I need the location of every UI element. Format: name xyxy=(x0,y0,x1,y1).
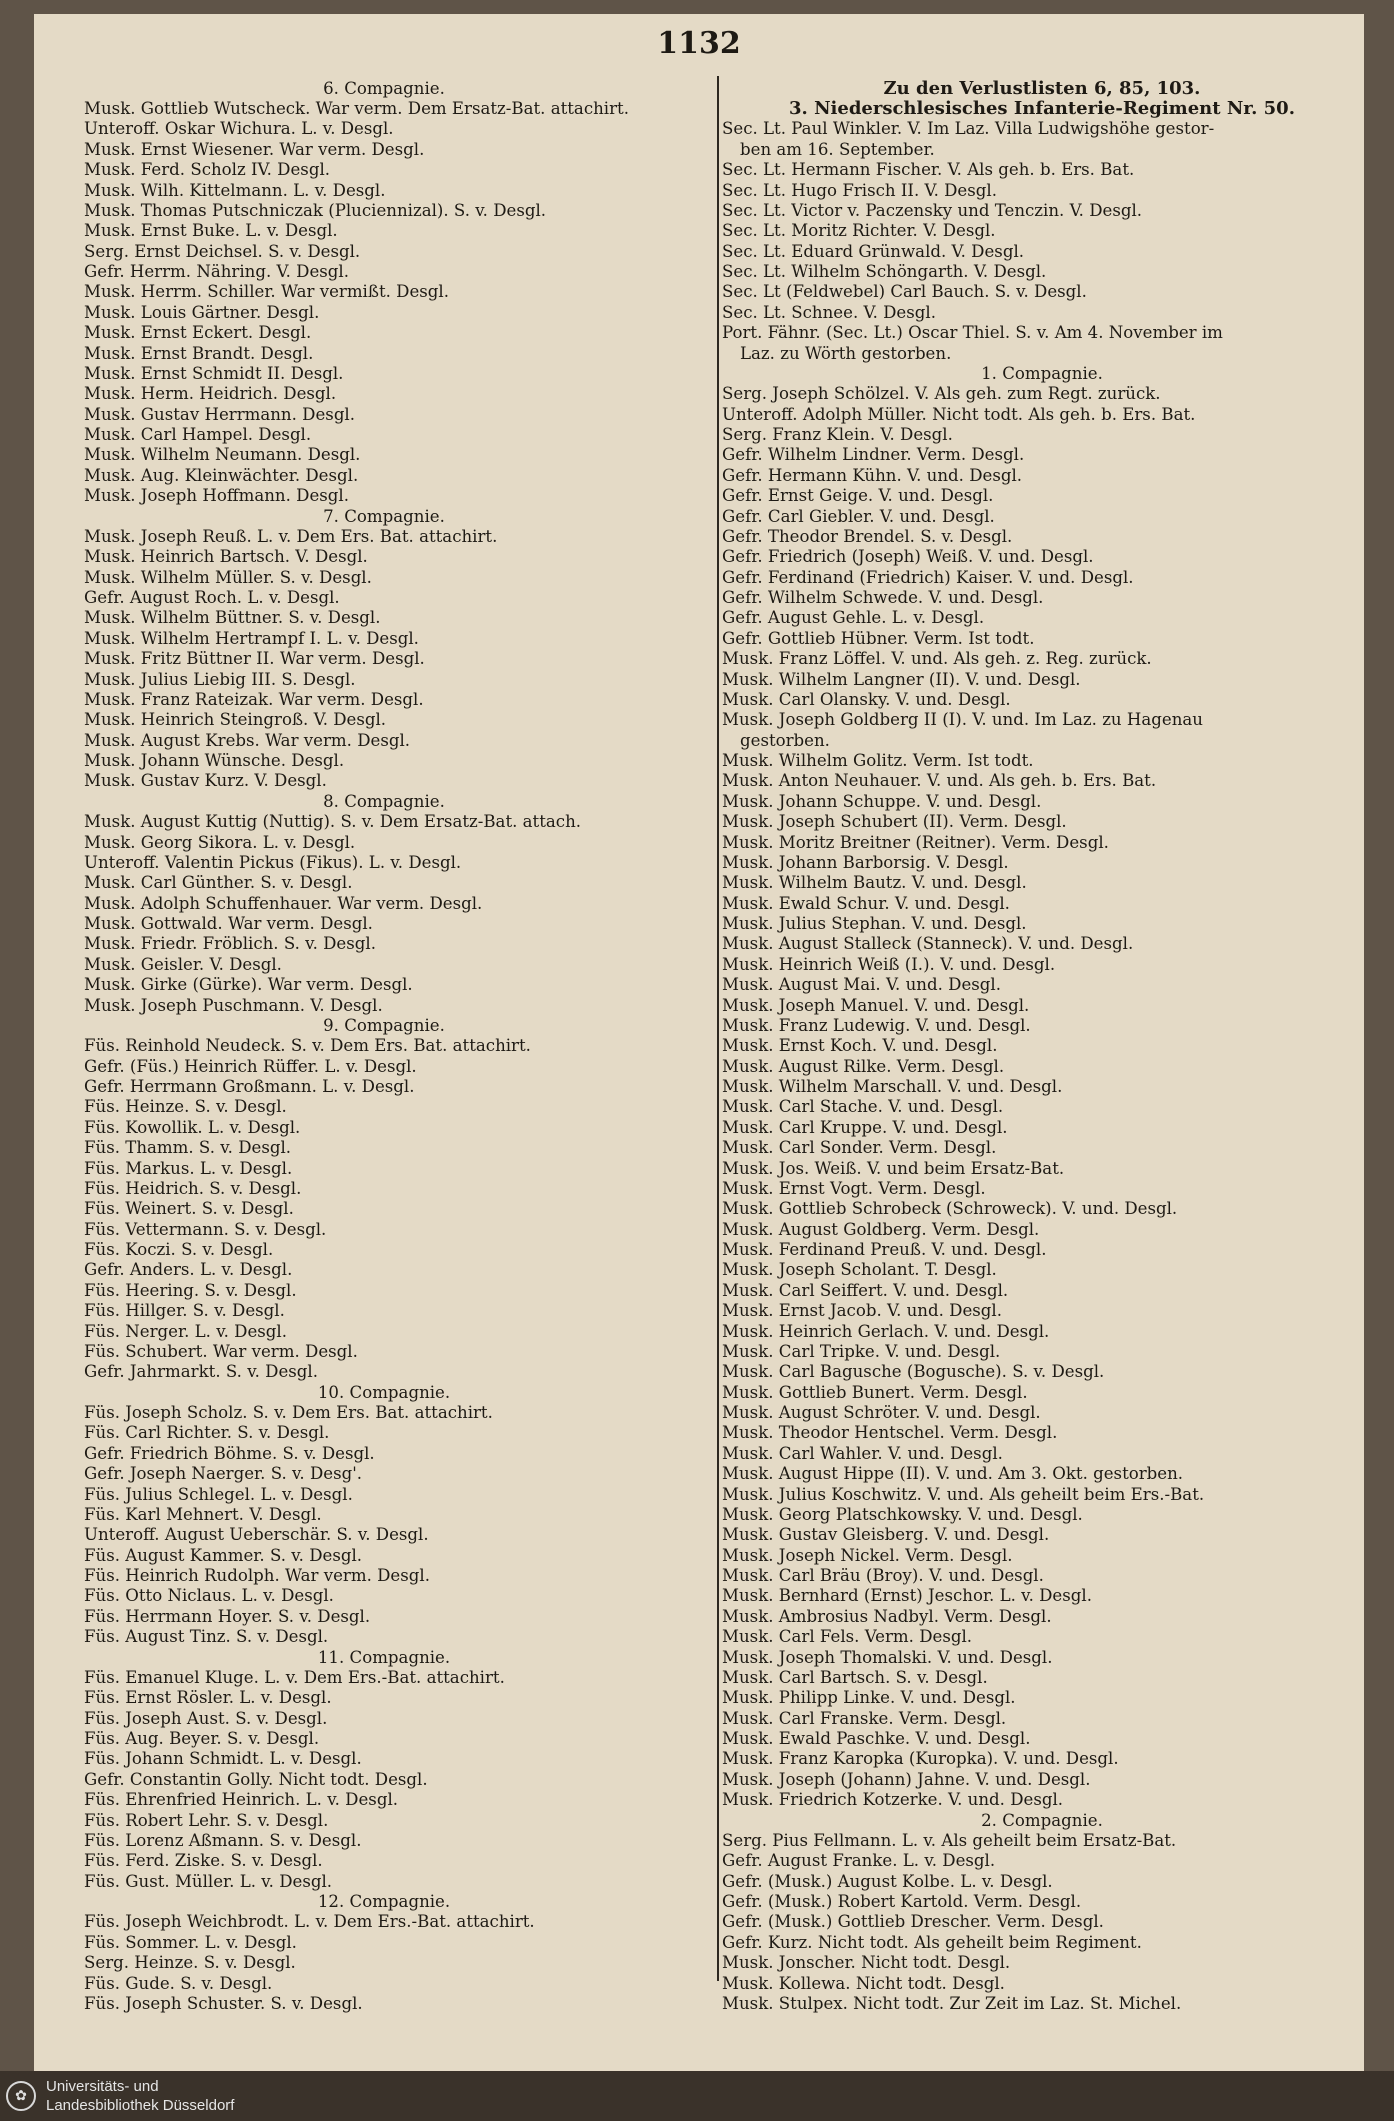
list-entry: Füs. Gust. Müller. L. v. Desgl. xyxy=(84,1871,333,1891)
list-entry: Musk. Ernst Jacob. V. und. Desgl. xyxy=(722,1301,1003,1321)
list-entry: Serg. Ernst Deichsel. S. v. Desgl. xyxy=(84,241,361,261)
list-entry: Musk. Johann Wünsche. Desgl. xyxy=(84,751,345,771)
list-entry: Musk. Herrm. Schiller. War vermißt. Desgl. xyxy=(84,282,450,302)
list-entry: Füs. Kowollik. L. v. Desgl. xyxy=(84,1117,301,1137)
entry-continuation: ben am 16. September. xyxy=(740,139,935,159)
list-entry: Musk. August Schröter. V. und. Desgl. xyxy=(722,1403,1041,1423)
list-entry: Musk. Carl Bagusche (Bogusche). S. v. Desgl. xyxy=(722,1362,1105,1382)
list-entry: Musk. August Kuttig (Nuttig). S. v. Dem Ersatz-Bat. attach. xyxy=(84,812,582,832)
list-entry: Musk. Jonscher. Nicht todt. Desgl. xyxy=(722,1953,1011,1973)
list-entry: Unteroff. Oskar Wichura. L. v. Desgl. xyxy=(84,119,394,139)
list-entry: Musk. August Hippe (II). V. und. Am 3. Okt. gestorben. xyxy=(722,1464,1184,1484)
list-entry: Füs. August Tinz. S. v. Desgl. xyxy=(84,1627,329,1647)
list-entry: Musk. Carl Tripke. V. und. Desgl. xyxy=(722,1341,1001,1361)
list-entry: Gefr. Gottlieb Hübner. Verm. Ist todt. xyxy=(722,628,1035,648)
list-entry: Musk. Wilhelm Büttner. S. v. Desgl. xyxy=(84,608,381,628)
list-entry: Gefr. Friedrich Böhme. S. v. Desgl. xyxy=(84,1443,375,1463)
list-entry: Musk. Carl Franske. Verm. Desgl. xyxy=(722,1708,1007,1728)
list-entry: Musk. Louis Gärtner. Desgl. xyxy=(84,302,320,322)
list-entry: Musk. Ernst Brandt. Desgl. xyxy=(84,343,314,363)
list-entry: Musk. Kollewa. Nicht todt. Desgl. xyxy=(722,1973,1005,1993)
list-entry: Musk. Theodor Hentschel. Verm. Desgl. xyxy=(722,1423,1058,1443)
list-entry: Musk. Carl Bräu (Broy). V. und. Desgl. xyxy=(722,1566,1044,1586)
section-heading: 1. Compagnie. xyxy=(981,363,1103,383)
list-entry: Musk. Ferd. Scholz IV. Desgl. xyxy=(84,160,331,180)
list-entry: Musk. Herm. Heidrich. Desgl. xyxy=(84,384,337,404)
list-entry: Musk. Wilhelm Müller. S. v. Desgl. xyxy=(84,567,372,587)
list-entry: Serg. Pius Fellmann. L. v. Als geheilt beim Ersatz-Bat. xyxy=(722,1830,1177,1850)
list-entry: Musk. Ernst Wiesener. War verm. Desgl. xyxy=(84,139,425,159)
list-entry: Musk. Ernst Buke. L. v. Desgl. xyxy=(84,221,338,241)
list-entry: Musk. Franz Löffel. V. und. Als geh. z. Reg. zurück. xyxy=(722,649,1152,669)
list-entry: Füs. Carl Richter. S. v. Desgl. xyxy=(84,1423,330,1443)
list-entry: Musk. Ambrosius Nadbyl. Verm. Desgl. xyxy=(722,1606,1052,1626)
footer-text xyxy=(46,2077,234,2115)
list-entry: Musk. Heinrich Bartsch. V. Desgl. xyxy=(84,547,368,567)
list-entry: Gefr. Hermann Kühn. V. und. Desgl. xyxy=(722,465,1023,485)
footer-line-2: Landesbibliothek Düsseldorf xyxy=(46,2097,235,2114)
list-entry: Musk. August Mai. V. und. Desgl. xyxy=(722,975,1001,995)
list-entry: Gefr. Jahrmarkt. S. v. Desgl. xyxy=(84,1362,318,1382)
ulb-logo-icon: ✿ xyxy=(6,2081,36,2111)
list-entry: Musk. Gustav Gleisberg. V. und. Desgl. xyxy=(722,1525,1050,1545)
list-entry: Musk. Joseph Goldberg II (I). V. und. Im Laz. zu Hagenau xyxy=(722,710,1203,730)
list-entry: Gefr. (Musk.) Robert Kartold. Verm. Desgl. xyxy=(722,1892,1082,1912)
list-entry: Gefr. Anders. L. v. Desgl. xyxy=(84,1260,293,1280)
list-entry: Gefr. Herrm. Nähring. V. Desgl. xyxy=(84,262,349,282)
list-entry: Füs. Heinrich Rudolph. War verm. Desgl. xyxy=(84,1566,430,1586)
list-entry: Gefr. Wilhelm Lindner. Verm. Desgl. xyxy=(722,445,1025,465)
list-entry: Musk. Heinrich Steingroß. V. Desgl. xyxy=(84,710,387,730)
list-entry: Füs. Johann Schmidt. L. v. Desgl. xyxy=(84,1749,362,1769)
list-entry: Musk. Heinrich Gerlach. V. und. Desgl. xyxy=(722,1321,1050,1341)
list-entry: Unteroff. August Ueberschär. S. v. Desgl. xyxy=(84,1525,429,1545)
list-entry: Füs. Julius Schlegel. L. v. Desgl. xyxy=(84,1484,353,1504)
list-entry: Musk. Wilh. Kittelmann. L. v. Desgl. xyxy=(84,180,386,200)
list-entry: Musk. Thomas Putschniczak (Pluciennizal). S. v. Desgl. xyxy=(84,200,547,220)
section-heading: 9. Compagnie. xyxy=(323,1015,445,1035)
list-entry: Sec. Lt. Eduard Grünwald. V. Desgl. xyxy=(722,241,1025,261)
entry-continuation: gestorben. xyxy=(740,730,830,750)
list-entry: Musk. Aug. Kleinwächter. Desgl. xyxy=(84,465,359,485)
list-entry: Gefr. August Roch. L. v. Desgl. xyxy=(84,588,340,608)
list-entry: Musk. Johann Schuppe. V. und. Desgl. xyxy=(722,791,1042,811)
list-entry: Musk. Franz Rateizak. War verm. Desgl. xyxy=(84,689,424,709)
list-entry: Gefr. Theodor Brendel. S. v. Desgl. xyxy=(722,526,1013,546)
list-entry: Sec. Lt. Paul Winkler. V. Im Laz. Villa Ludwigshöhe gestor- xyxy=(722,119,1215,139)
list-entry: Musk. Joseph Reuß. L. v. Dem Ers. Bat. attachirt. xyxy=(84,526,498,546)
list-entry: Musk. Georg Sikora. L. v. Desgl. xyxy=(84,832,356,852)
list-entry: Musk. Joseph Nickel. Verm. Desgl. xyxy=(722,1545,1013,1565)
list-entry: Füs. Lorenz Aßmann. S. v. Desgl. xyxy=(84,1830,362,1850)
list-entry: Sec. Lt. Wilhelm Schöngarth. V. Desgl. xyxy=(722,262,1047,282)
list-entry: Musk. Carl Hampel. Desgl. xyxy=(84,425,312,445)
list-entry: Füs. Herrmann Hoyer. S. v. Desgl. xyxy=(84,1606,371,1626)
list-entry: Musk. Girke (Gürke). War verm. Desgl. xyxy=(84,975,413,995)
list-entry: Füs. Ehrenfried Heinrich. L. v. Desgl. xyxy=(84,1790,399,1810)
list-entry: Gefr. August Gehle. L. v. Desgl. xyxy=(722,608,985,628)
list-entry: Musk. Wilhelm Neumann. Desgl. xyxy=(84,445,361,465)
list-entry: Musk. Anton Neuhauer. V. und. Als geh. b. Ers. Bat. xyxy=(722,771,1157,791)
list-entry: Musk. Carl Bartsch. S. v. Desgl. xyxy=(722,1667,988,1687)
section-heading: 10. Compagnie. xyxy=(317,1382,451,1402)
left-column xyxy=(84,78,684,2013)
list-entry: Musk. Carl Fels. Verm. Desgl. xyxy=(722,1627,973,1647)
list-entry: Musk. Fritz Büttner II. War verm. Desgl. xyxy=(84,649,425,669)
list-entry: Füs. Hillger. S. v. Desgl. xyxy=(84,1301,285,1321)
section-heading: 8. Compagnie. xyxy=(323,791,445,811)
list-entry: Musk. Ewald Paschke. V. und. Desgl. xyxy=(722,1729,1031,1749)
column-divider xyxy=(717,76,719,1981)
list-entry: Musk. Friedrich Kotzerke. V. und. Desgl. xyxy=(722,1790,1064,1810)
section-heading: 11. Compagnie. xyxy=(317,1647,451,1667)
list-entry: Füs. Otto Niclaus. L. v. Desgl. xyxy=(84,1586,334,1606)
list-entry: Musk. Friedr. Fröblich. S. v. Desgl. xyxy=(84,934,376,954)
list-entry: Musk. Carl Stache. V. und. Desgl. xyxy=(722,1097,1004,1117)
list-entry: Füs. Karl Mehnert. V. Desgl. xyxy=(84,1504,322,1524)
right-column xyxy=(722,78,1362,2013)
list-entry: Musk. Ernst Vogt. Verm. Desgl. xyxy=(722,1178,986,1198)
list-entry: Gefr. (Füs.) Heinrich Rüffer. L. v. Desgl. xyxy=(84,1056,417,1076)
list-entry: Musk. Heinrich Weiß (I.). V. und. Desgl. xyxy=(722,954,1056,974)
list-entry: Sec. Lt. Hugo Frisch II. V. Desgl. xyxy=(722,180,997,200)
list-entry: Musk. Joseph Hoffmann. Desgl. xyxy=(84,486,350,506)
list-entry: Musk. Johann Barborsig. V. Desgl. xyxy=(722,852,1009,872)
list-entry: Füs. Weinert. S. v. Desgl. xyxy=(84,1199,294,1219)
library-footer xyxy=(0,2071,1394,2121)
list-entry: Musk. Carl Olansky. V. und. Desgl. xyxy=(722,689,1011,709)
list-entry: Musk. Stulpex. Nicht todt. Zur Zeit im Laz. St. Michel. xyxy=(722,1993,1182,2013)
list-entry: Musk. Philipp Linke. V. und. Desgl. xyxy=(722,1688,1016,1708)
list-entry: Musk. Wilhelm Golitz. Verm. Ist todt. xyxy=(722,751,1034,771)
list-entry: Füs. Reinhold Neudeck. S. v. Dem Ers. Bat. attachirt. xyxy=(84,1036,531,1056)
list-entry: Gefr. Constantin Golly. Nicht todt. Desgl. xyxy=(84,1769,428,1789)
list-entry: Musk. Geisler. V. Desgl. xyxy=(84,954,282,974)
section-heading: 7. Compagnie. xyxy=(323,506,445,526)
list-entry: Füs. Ferd. Ziske. S. v. Desgl. xyxy=(84,1851,323,1871)
list-entry: Musk. August Goldberg. Verm. Desgl. xyxy=(722,1219,1040,1239)
list-entry: Füs. Ernst Rösler. L. v. Desgl. xyxy=(84,1688,332,1708)
list-entry: Gefr. Carl Giebler. V. und. Desgl. xyxy=(722,506,995,526)
list-entry: Füs. Aug. Beyer. S. v. Desgl. xyxy=(84,1729,320,1749)
list-entry: Musk. Joseph Manuel. V. und. Desgl. xyxy=(722,995,1030,1015)
list-entry: Füs. Nerger. L. v. Desgl. xyxy=(84,1321,288,1341)
entry-continuation: Laz. zu Wörth gestorben. xyxy=(740,343,952,363)
section-heading: 2. Compagnie. xyxy=(981,1810,1103,1830)
page-number: 1132 xyxy=(657,26,741,61)
list-entry: Gefr. Ernst Geige. V. und. Desgl. xyxy=(722,486,994,506)
list-entry: Musk. Ferdinand Preuß. V. und. Desgl. xyxy=(722,1240,1047,1260)
list-entry: Füs. Koczi. S. v. Desgl. xyxy=(84,1240,274,1260)
list-entry: Unteroff. Valentin Pickus (Fikus). L. v. Desgl. xyxy=(84,852,462,872)
list-entry: Musk. Carl Günther. S. v. Desgl. xyxy=(84,873,353,893)
list-entry: Serg. Joseph Schölzel. V. Als geh. zum Regt. zurück. xyxy=(722,384,1161,404)
list-entry: Musk. Jos. Weiß. V. und beim Ersatz-Bat. xyxy=(722,1158,1065,1178)
list-entry: Musk. Ernst Schmidt II. Desgl. xyxy=(84,363,344,383)
list-entry: Musk. Wilhelm Hertrampf I. L. v. Desgl. xyxy=(84,628,419,648)
list-entry: Füs. Robert Lehr. S. v. Desgl. xyxy=(84,1810,329,1830)
list-entry: Füs. Heinze. S. v. Desgl. xyxy=(84,1097,287,1117)
list-entry: Füs. Vettermann. S. v. Desgl. xyxy=(84,1219,327,1239)
list-entry: Füs. Schubert. War verm. Desgl. xyxy=(84,1341,358,1361)
list-entry: Musk. Carl Kruppe. V. und. Desgl. xyxy=(722,1117,1008,1137)
list-entry: Gefr. August Franke. L. v. Desgl. xyxy=(722,1851,996,1871)
list-entry: Musk. Julius Stephan. V. und. Desgl. xyxy=(722,914,1027,934)
newspaper-page xyxy=(34,14,1364,2094)
list-entry: Gefr. Kurz. Nicht todt. Als geheilt beim Regiment. xyxy=(722,1932,1142,1952)
list-title: Zu den Verlustlisten 6, 85, 103. xyxy=(883,78,1201,99)
list-entry: Füs. Joseph Scholz. S. v. Dem Ers. Bat. attachirt. xyxy=(84,1403,493,1423)
list-entry: Musk. Julius Koschwitz. V. und. Als geheilt beim Ers.-Bat. xyxy=(722,1484,1205,1504)
footer-line-1: Universitäts- und xyxy=(46,2078,159,2095)
list-entry: Musk. Julius Liebig III. S. Desgl. xyxy=(84,669,356,689)
list-entry: Musk. Ewald Schur. V. und. Desgl. xyxy=(722,893,1010,913)
list-entry: Musk. August Krebs. War verm. Desgl. xyxy=(84,730,411,750)
section-heading: 6. Compagnie. xyxy=(323,78,445,98)
list-entry: Füs. Joseph Weichbrodt. L. v. Dem Ers.-Bat. attachirt. xyxy=(84,1912,535,1932)
list-entry: Füs. Markus. L. v. Desgl. xyxy=(84,1158,293,1178)
list-entry: Musk. Franz Karopka (Kuropka). V. und. Desgl. xyxy=(722,1749,1119,1769)
list-entry: Gefr. Wilhelm Schwede. V. und. Desgl. xyxy=(722,588,1044,608)
list-entry: Musk. Gustav Herrmann. Desgl. xyxy=(84,404,356,424)
list-entry: Gefr. Ferdinand (Friedrich) Kaiser. V. und. Desgl. xyxy=(722,567,1134,587)
list-title: 3. Niederschlesisches Infanterie-Regiment Nr. 50. xyxy=(789,98,1295,119)
list-entry: Musk. Carl Wahler. V. und. Desgl. xyxy=(722,1443,1003,1463)
list-entry: Füs. Emanuel Kluge. L. v. Dem Ers.-Bat. attachirt. xyxy=(84,1667,505,1687)
list-entry: Sec. Lt. Hermann Fischer. V. Als geh. b. Ers. Bat. xyxy=(722,160,1135,180)
list-entry: Musk. Joseph Scholant. T. Desgl. xyxy=(722,1260,997,1280)
list-entry: Musk. Gottlieb Bunert. Verm. Desgl. xyxy=(722,1382,1028,1402)
list-entry: Gefr. (Musk.) August Kolbe. L. v. Desgl. xyxy=(722,1871,1053,1891)
list-entry: Gefr. Herrmann Großmann. L. v. Desgl. xyxy=(84,1077,415,1097)
list-entry: Unteroff. Adolph Müller. Nicht todt. Als geh. b. Ers. Bat. xyxy=(722,404,1196,424)
list-entry: Musk. Moritz Breitner (Reitner). Verm. Desgl. xyxy=(722,832,1109,852)
list-entry: Musk. Ernst Eckert. Desgl. xyxy=(84,323,312,343)
section-heading: 12. Compagnie. xyxy=(317,1892,451,1912)
list-entry: Musk. Gustav Kurz. V. Desgl. xyxy=(84,771,327,791)
list-entry: Füs. Heidrich. S. v. Desgl. xyxy=(84,1178,302,1198)
list-entry: Musk. Joseph (Johann) Jahne. V. und. Desgl. xyxy=(722,1769,1091,1789)
list-entry: Füs. Joseph Aust. S. v. Desgl. xyxy=(84,1708,328,1728)
list-entry: Gefr. (Musk.) Gottlieb Drescher. Verm. Desgl. xyxy=(722,1912,1104,1932)
list-entry: Sec. Lt. Schnee. V. Desgl. xyxy=(722,302,936,322)
list-entry: Musk. Carl Sonder. Verm. Desgl. xyxy=(722,1138,997,1158)
list-entry: Musk. Georg Platschkowsky. V. und. Desgl. xyxy=(722,1504,1083,1524)
list-entry: Musk. Carl Seiffert. V. und. Desgl. xyxy=(722,1280,1009,1300)
list-entry: Gefr. Joseph Naerger. S. v. Desg'. xyxy=(84,1464,363,1484)
list-entry: Sec. Lt (Feldwebel) Carl Bauch. S. v. Desgl. xyxy=(722,282,1087,302)
list-entry: Musk. Gottlieb Schrobeck (Schroweck). V. und. Desgl. xyxy=(722,1199,1178,1219)
list-entry: Musk. Wilhelm Bautz. V. und. Desgl. xyxy=(722,873,1027,893)
list-entry: Musk. Joseph Puschmann. V. Desgl. xyxy=(84,995,383,1015)
list-entry: Musk. Wilhelm Langner (II). V. und. Desgl. xyxy=(722,669,1081,689)
list-entry: Füs. Sommer. L. v. Desgl. xyxy=(84,1932,297,1952)
list-entry: Serg. Franz Klein. V. Desgl. xyxy=(722,425,953,445)
list-entry: Musk. Franz Ludewig. V. und. Desgl. xyxy=(722,1015,1031,1035)
list-entry: Musk. Wilhelm Marschall. V. und. Desgl. xyxy=(722,1077,1063,1097)
list-entry: Füs. Gude. S. v. Desgl. xyxy=(84,1973,273,1993)
list-entry: Musk. Gottwald. War verm. Desgl. xyxy=(84,914,373,934)
list-entry: Musk. August Rilke. Verm. Desgl. xyxy=(722,1056,1005,1076)
list-entry: Füs. Heering. S. v. Desgl. xyxy=(84,1280,297,1300)
list-entry: Sec. Lt. Victor v. Paczensky und Tenczin. V. Desgl. xyxy=(722,200,1143,220)
list-entry: Musk. Bernhard (Ernst) Jeschor. L. v. Desgl. xyxy=(722,1586,1092,1606)
list-entry: Füs. Joseph Schuster. S. v. Desgl. xyxy=(84,1993,363,2013)
list-entry: Musk. Joseph Thomalski. V. und. Desgl. xyxy=(722,1647,1053,1667)
list-entry: Serg. Heinze. S. v. Desgl. xyxy=(84,1953,296,1973)
list-entry: Musk. Joseph Schubert (II). Verm. Desgl. xyxy=(722,812,1067,832)
list-entry: Port. Fähnr. (Sec. Lt.) Oscar Thiel. S. v. Am 4. November im xyxy=(722,323,1223,343)
list-entry: Musk. Adolph Schuffenhauer. War verm. Desgl. xyxy=(84,893,483,913)
list-entry: Gefr. Friedrich (Joseph) Weiß. V. und. Desgl. xyxy=(722,547,1094,567)
list-entry: Füs. Thamm. S. v. Desgl. xyxy=(84,1138,292,1158)
list-entry: Musk. Gottlieb Wutscheck. War verm. Dem Ersatz-Bat. attachirt. xyxy=(84,99,629,119)
list-entry: Sec. Lt. Moritz Richter. V. Desgl. xyxy=(722,221,996,241)
list-entry: Musk. Ernst Koch. V. und. Desgl. xyxy=(722,1036,998,1056)
list-entry: Füs. August Kammer. S. v. Desgl. xyxy=(84,1545,363,1565)
list-entry: Musk. August Stalleck (Stanneck). V. und. Desgl. xyxy=(722,934,1134,954)
